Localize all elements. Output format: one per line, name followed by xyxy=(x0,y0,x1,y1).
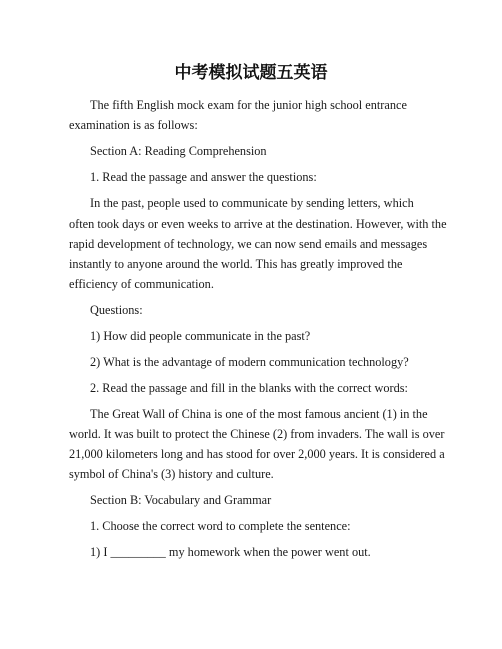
questions-label: Questions: xyxy=(90,303,143,317)
section-b-item-1: 1) I _________ my homework when the power went out. xyxy=(90,545,371,559)
section-b-question-1-heading: 1. Choose the correct word to complete the sentence: xyxy=(90,519,351,533)
passage-1-line-1: In the past, people used to communicate by sending letters, which xyxy=(90,196,414,210)
passage-1-line-5: efficiency of communication. xyxy=(69,277,214,291)
section-a-heading: Section A: Reading Comprehension xyxy=(90,144,267,158)
passage-2-line-2: world. It was built to protect the Chinese (2) from invaders. The wall is over xyxy=(69,427,445,441)
sub-question-2: 2) What is the advantage of modern communication technology? xyxy=(90,355,409,369)
passage-2-line-4: symbol of China's (3) history and culture. xyxy=(69,467,274,481)
document-title: 中考模拟试题五英语 xyxy=(174,63,328,83)
intro-line-1: The fifth English mock exam for the junior high school entrance xyxy=(90,98,407,112)
passage-2-line-3: 21,000 kilometers long and has stood for over 2,000 years. It is considered a xyxy=(69,447,445,461)
intro-line-2: examination is as follows: xyxy=(69,118,198,132)
question-2-heading: 2. Read the passage and fill in the blanks with the correct words: xyxy=(90,381,408,395)
passage-1-line-3: rapid development of technology, we can now send emails and messages xyxy=(69,237,428,251)
passage-1-line-4: instantly to anyone around the world. This has greatly improved the xyxy=(69,257,403,271)
question-1-heading: 1. Read the passage and answer the questions: xyxy=(90,170,317,184)
section-b-heading: Section B: Vocabulary and Grammar xyxy=(90,493,272,507)
passage-2-line-1: The Great Wall of China is one of the most famous ancient (1) in the xyxy=(90,407,428,421)
passage-1-line-2: often took days or even weeks to arrive at the destination. However, with the xyxy=(69,217,447,231)
sub-question-1: 1) How did people communicate in the past? xyxy=(90,329,311,343)
